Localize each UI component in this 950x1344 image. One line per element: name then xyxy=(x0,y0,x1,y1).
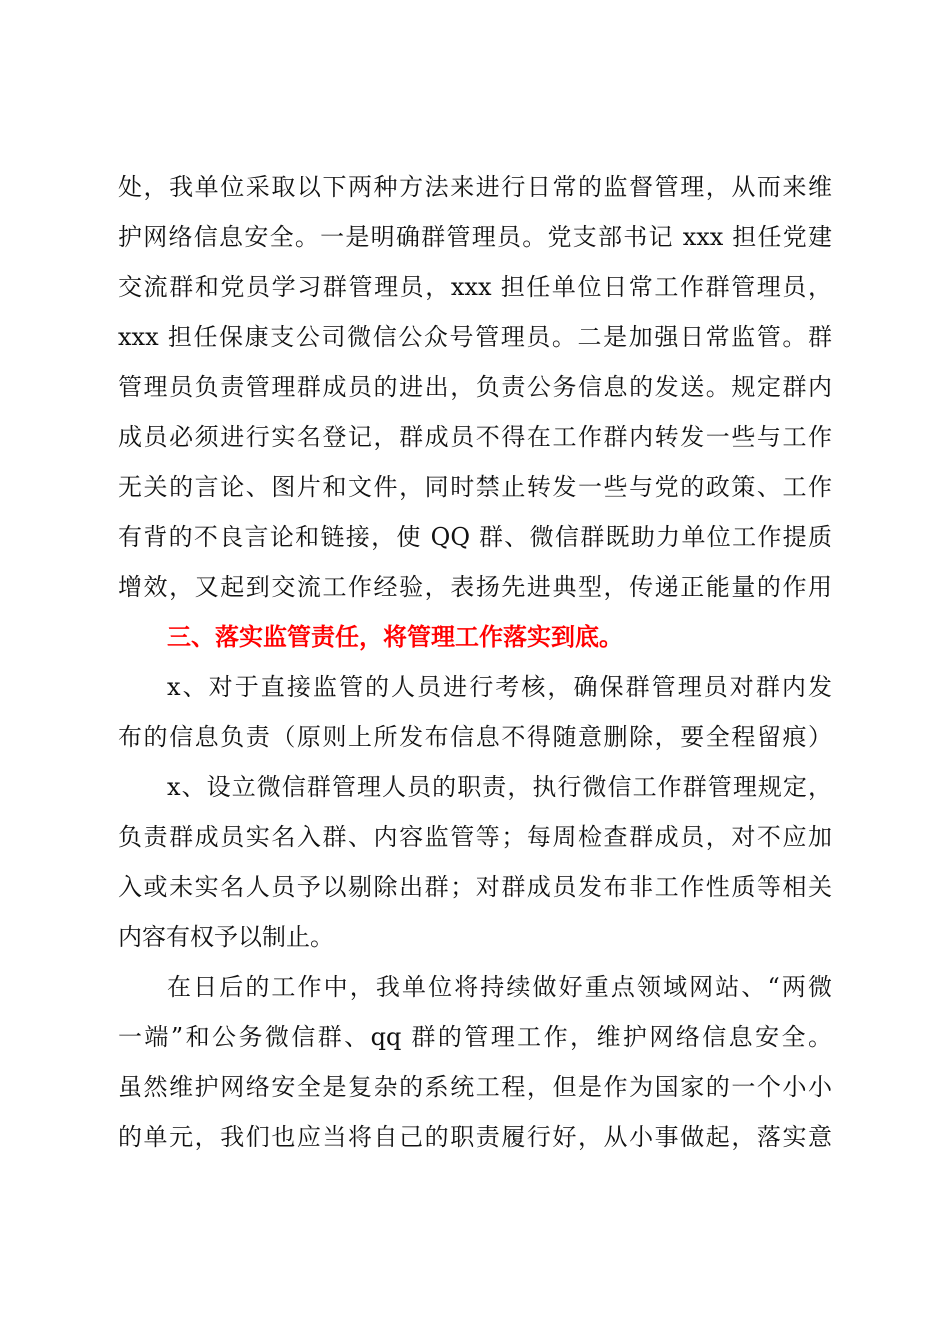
body-text-line: 管理员负责管理群成员的进出，负责公务信息的发送。规定群内 xyxy=(118,373,832,401)
body-text-line: 有背的不良言论和链接，使 QQ 群、微信群既助力单位工作提质 xyxy=(118,523,832,551)
body-text-line: 增效，又起到交流工作经验，表扬先进典型，传递正能量的作用 xyxy=(118,573,832,601)
body-text-line: 在日后的工作中，我单位将持续做好重点领域网站、“两微 xyxy=(167,973,832,1001)
body-text-line: 布的信息负责（原则上所发布信息不得随意删除，要全程留痕） xyxy=(118,723,832,751)
body-text-line: 处，我单位采取以下两种方法来进行日常的监督管理，从而来维 xyxy=(118,173,832,201)
body-text-line: 护网络信息安全。一是明确群管理员。党支部书记 xxx 担任党建 xyxy=(118,223,832,251)
body-text-line: 交流群和党员学习群管理员，xxx 担任单位日常工作群管理员， xyxy=(118,273,832,301)
body-text-line: x、设立微信群管理人员的职责，执行微信工作群管理规定， xyxy=(167,773,832,801)
body-text-line: 负责群成员实名入群、内容监管等；每周检查群成员，对不应加 xyxy=(118,823,832,851)
body-text-line: 内容有权予以制止。 xyxy=(118,923,334,951)
section-heading: 三、落实监管责任，将管理工作落实到底。 xyxy=(167,623,623,651)
body-text-line: 入或未实名人员予以剔除出群；对群成员发布非工作性质等相关 xyxy=(118,873,832,901)
body-text-line: xxx 担任保康支公司微信公众号管理员。二是加强日常监管。群 xyxy=(118,323,832,351)
body-text-line: 无关的言论、图片和文件，同时禁止转发一些与党的政策、工作 xyxy=(118,473,832,501)
body-text-line: 一端”和公务微信群、qq 群的管理工作，维护网络信息安全。 xyxy=(118,1023,832,1051)
body-text-line: 成员必须进行实名登记，群成员不得在工作群内转发一些与工作 xyxy=(118,423,832,451)
body-text-line: 的单元，我们也应当将自己的职责履行好，从小事做起，落实意 xyxy=(118,1123,832,1151)
body-text-line: x、对于直接监管的人员进行考核，确保群管理员对群内发 xyxy=(167,673,832,701)
body-text-line: 虽然维护网络安全是复杂的系统工程，但是作为国家的一个小小 xyxy=(118,1073,832,1101)
